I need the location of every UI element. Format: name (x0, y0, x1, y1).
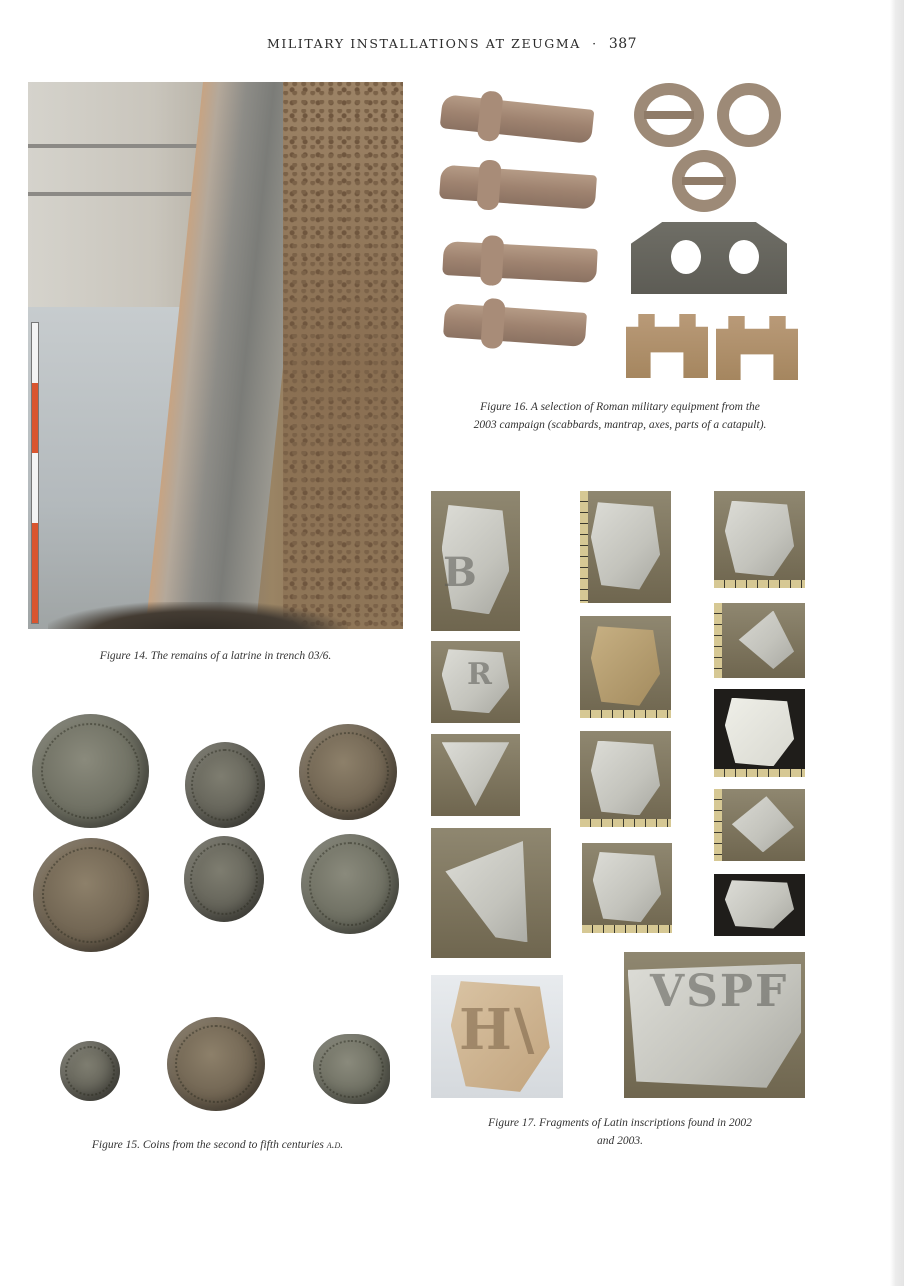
inscription-fragment-10 (714, 603, 805, 678)
inscription-fragment-8 (582, 843, 672, 933)
running-header (0, 36, 904, 52)
fragment-stone (442, 742, 510, 806)
figure-16-caption-line-2: 2003 campaign (scabbards, mantrap, axes, parts of a catapult). (473, 419, 767, 431)
inscription-fragment-15 (624, 952, 805, 1098)
fragment-letters: H\ (459, 997, 537, 1063)
inscription-fragment-6 (580, 616, 671, 718)
inscription-fragment-12 (714, 789, 805, 861)
fragment-stone (591, 741, 660, 816)
fragment-stone (591, 626, 660, 706)
axe-1 (440, 94, 595, 144)
coin-3 (299, 724, 397, 820)
catapult-part-1 (626, 314, 708, 378)
axe-4 (443, 303, 587, 347)
coin-6 (301, 834, 399, 934)
coin-1 (32, 714, 149, 828)
fragment-scale (714, 789, 722, 861)
fragment-scale (580, 491, 588, 603)
fragment-stone (445, 841, 536, 942)
inscription-fragment-1 (431, 491, 520, 631)
mantrap-hole-right (729, 240, 759, 274)
fragment-stone (725, 501, 794, 577)
coin-7 (60, 1041, 120, 1101)
mantrap (631, 222, 787, 294)
inscription-fragment-5 (580, 491, 671, 603)
mantrap-hole-left (671, 240, 701, 274)
fragment-letters: R (467, 657, 494, 692)
figure-15-caption-main: Figure 15. Coins from the second to fifth centuries (91, 1139, 327, 1151)
coin-4 (33, 838, 149, 952)
figure-15-caption (30, 1136, 405, 1154)
figure-17-caption-line-2: and 2003. (597, 1135, 643, 1147)
fragment-scale (580, 710, 671, 718)
figure-17-caption-line-1: Figure 17. Fragments of Latin inscriptions found in 2002 (488, 1117, 752, 1129)
scabbard-ring-1 (634, 83, 704, 147)
fragment-stone (725, 611, 794, 670)
inscription-fragment-13 (714, 874, 805, 936)
fragment-stone (725, 698, 794, 767)
axe-3 (442, 241, 598, 283)
fragment-scale (714, 769, 805, 777)
axe-2 (439, 165, 597, 210)
catapult-part-2 (716, 316, 798, 380)
page-edge-shadow (890, 0, 904, 1286)
figure-14-caption: Figure 14. The remains of a latrine in trench 03/6. (99, 650, 332, 662)
header-separator: · (592, 36, 598, 51)
fragment-scale (582, 925, 672, 933)
trench-shadow (48, 602, 348, 629)
figure-14-latrine-photo (28, 82, 403, 629)
inscription-fragment-7 (580, 731, 671, 827)
figure-17-caption (425, 1114, 815, 1150)
inscription-fragment-9 (714, 491, 805, 588)
figure-16-caption-line-1: Figure 16. A selection of Roman military equipment from the (480, 401, 760, 413)
inscription-fragment-14 (431, 975, 563, 1098)
fragment-stone (591, 502, 660, 589)
coin-9 (313, 1034, 390, 1104)
figure-16-caption (425, 398, 815, 434)
fragment-scale (714, 603, 722, 678)
coin-8 (167, 1017, 265, 1111)
fragment-scale (580, 819, 671, 827)
scabbard-ring-3 (672, 150, 736, 212)
fragment-stone (725, 796, 794, 852)
fragment-letters: B (443, 549, 479, 596)
trench-soil (283, 82, 403, 629)
fragment-stone (725, 880, 794, 928)
fragment-letters: VSPF (650, 966, 789, 1017)
page-number: 387 (608, 36, 638, 52)
scabbard-ring-2 (717, 83, 781, 147)
stone-blocks (28, 82, 208, 312)
inscription-fragment-3 (431, 734, 520, 816)
running-title: MILITARY INSTALLATIONS AT ZEUGMA (266, 36, 581, 51)
scale-bar (31, 322, 39, 624)
inscription-fragment-11 (714, 689, 805, 777)
coin-5 (184, 836, 264, 922)
coin-2 (185, 742, 265, 828)
figure-15-caption-era: a.d. (326, 1139, 344, 1151)
inscription-fragment-2 (431, 641, 520, 723)
fragment-stone (593, 852, 661, 922)
inscription-fragment-4 (431, 828, 551, 958)
fragment-scale (714, 580, 805, 588)
